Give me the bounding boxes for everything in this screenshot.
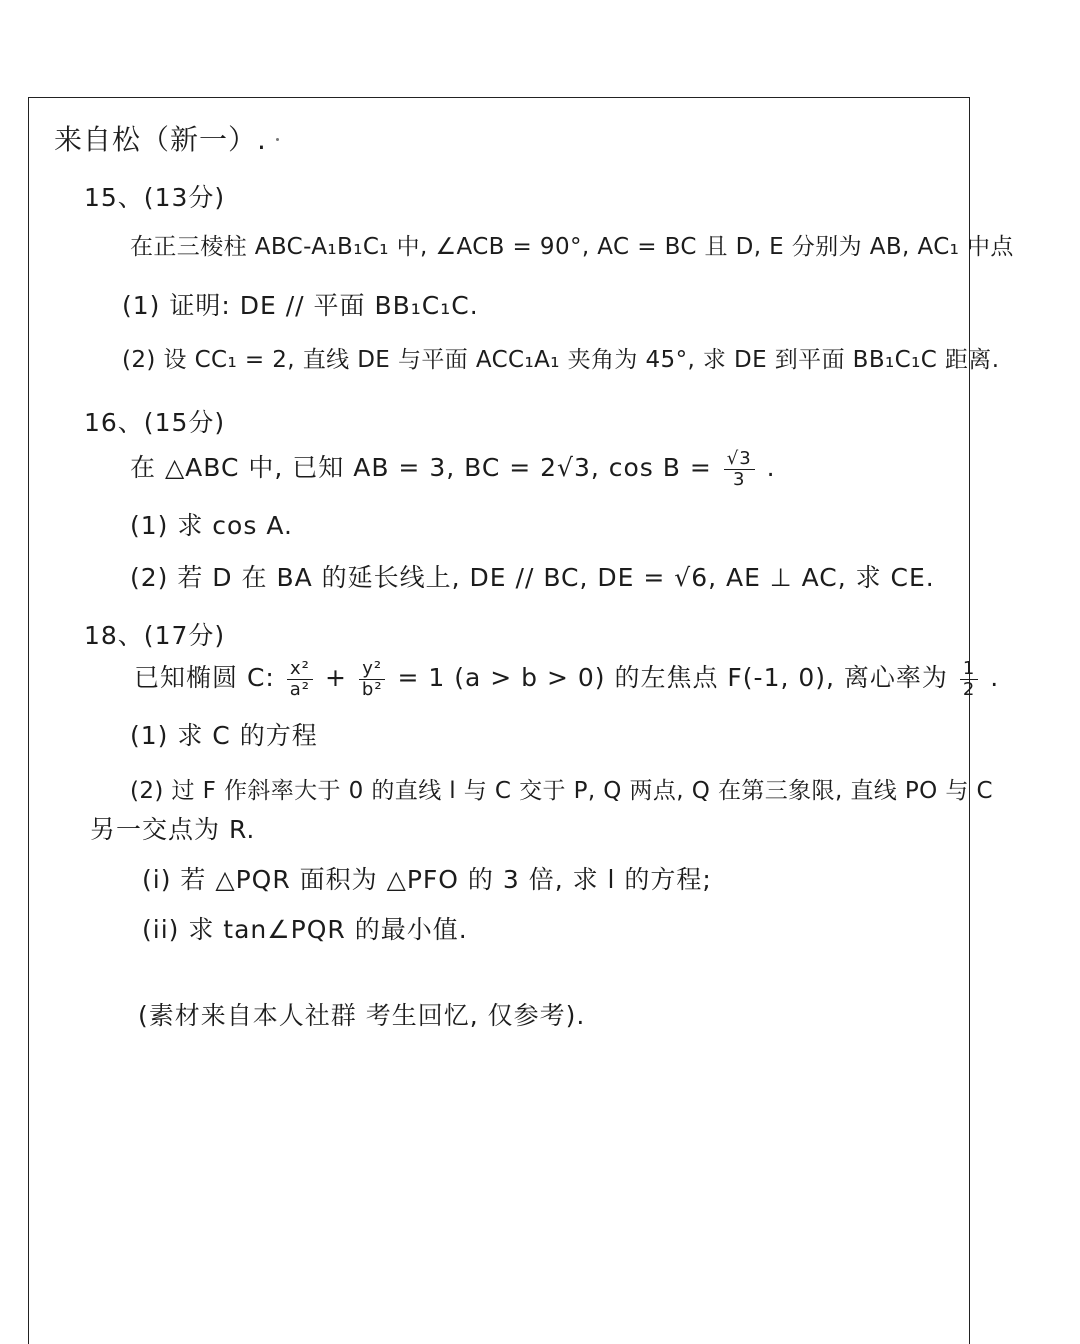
footer-note: (素材来自本人社群 考生回忆, 仅参考).	[138, 1001, 586, 1030]
x-term-numerator: x²	[287, 659, 313, 680]
plus-sign: +	[324, 663, 347, 692]
eccentricity-fraction	[960, 659, 978, 700]
q15-heading: 15、(13分)	[84, 183, 226, 212]
q18-part1: (1) 求 C 的方程	[130, 721, 318, 750]
q16-stem-text: 在 △ABC 中, 已知 AB = 3, BC = 2√3, cos B =	[130, 453, 712, 482]
q18-stem-text: 已知椭圆 C:	[134, 663, 275, 692]
q18-part2-ii: (ii) 求 tan∠PQR 的最小值.	[142, 915, 468, 944]
q18-stem	[134, 658, 999, 700]
y-term-denominator: b²	[361, 678, 383, 700]
q16-stem	[130, 448, 776, 490]
q18-stem-middle: = 1 (a > b > 0) 的左焦点 F(-1, 0), 离心率为	[397, 663, 948, 692]
q15-stem: 在正三棱柱 ABC-A₁B₁C₁ 中, ∠ACB = 90°, AC = BC 且 D, E 分别为 AB, AC₁ 中点	[130, 234, 1014, 260]
q16-part2: (2) 若 D 在 BA 的延长线上, DE // BC, DE = √6, AE ⊥ AC, 求 CE.	[130, 563, 935, 592]
cosB-denominator: 3	[733, 468, 746, 490]
q16-part1: (1) 求 cos A.	[130, 511, 293, 540]
x-term-fraction	[287, 659, 313, 700]
q18-stem-end: .	[990, 663, 1000, 692]
y-term-numerator: y²	[359, 659, 385, 680]
header-title: 来自松（新一）.	[54, 123, 267, 156]
q16-stem-end: .	[766, 453, 776, 482]
q18-heading: 18、(17分)	[84, 621, 226, 650]
q15-part1: (1) 证明: DE // 平面 BB₁C₁C.	[122, 291, 479, 320]
q18-part2-i: (i) 若 △PQR 面积为 △PFO 的 3 倍, 求 l 的方程;	[142, 865, 712, 894]
q18-part2-line1: (2) 过 F 作斜率大于 0 的直线 l 与 C 交于 P, Q 两点, Q 在第三象限, 直线 PO 与 C	[130, 778, 993, 804]
eccentricity-denominator: 2	[962, 678, 976, 700]
cosB-fraction	[724, 449, 755, 490]
q18-part2-line2: 另一交点为 R.	[90, 815, 256, 844]
ink-speck	[276, 138, 279, 141]
y-term-fraction	[359, 659, 386, 700]
q15-part2: (2) 设 CC₁ = 2, 直线 DE 与平面 ACC₁A₁ 夹角为 45°, 求 DE 到平面 BB₁C₁C 距离.	[122, 347, 1000, 373]
q16-heading: 16、(15分)	[84, 408, 226, 437]
eccentricity-numerator: 1	[960, 659, 978, 680]
x-term-denominator: a²	[289, 678, 311, 700]
cosB-numerator: √3	[724, 449, 755, 470]
